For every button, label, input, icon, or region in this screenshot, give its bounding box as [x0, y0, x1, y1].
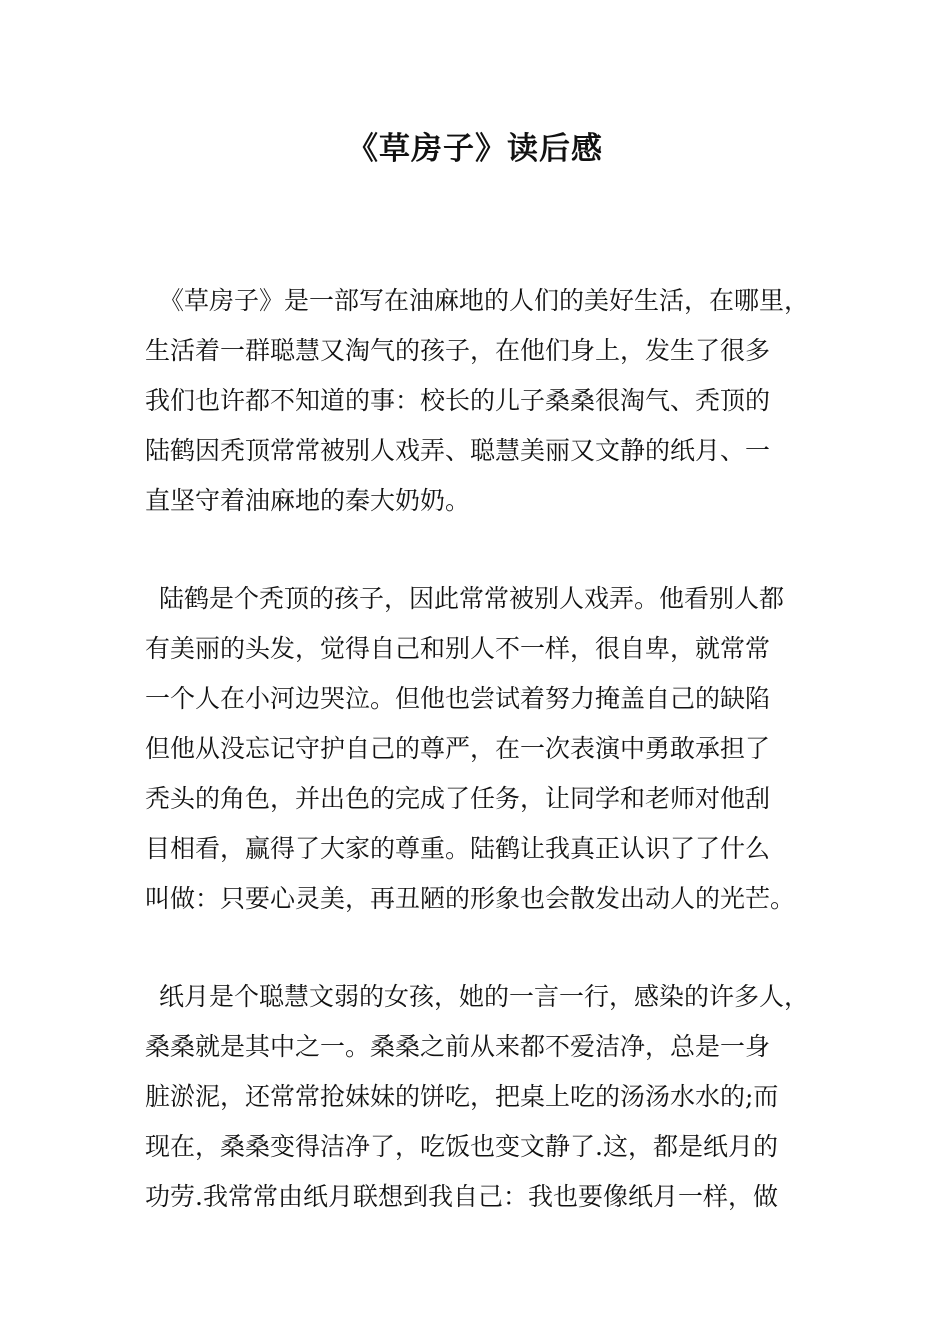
paragraph-line: 一个人在小河边哭泣。但他也尝试着努力掩盖自己的缺陷: [145, 684, 771, 713]
paragraph-line: 陆鹤是个秃顶的孩子，因此常常被别人戏弄。他看别人都: [159, 584, 785, 613]
paragraph-line: 叫做：只要心灵美，再丑陋的形象也会散发出动人的光芒。: [145, 884, 796, 913]
document-title: 《草房子》读后感: [347, 131, 603, 167]
paragraph-line: 《草房子》是一部写在油麻地的人们的美好生活，在哪里，: [159, 286, 810, 315]
paragraph-line: 功劳.我常常由纸月联想到我自己：我也要像纸月一样，做: [145, 1182, 778, 1211]
paragraph-line: 我们也许都不知道的事：校长的儿子桑桑很淘气、秃顶的: [145, 386, 771, 415]
paragraph-3: [145, 972, 835, 1222]
paragraph-line: 有美丽的头发，觉得自己和别人不一样，很自卑，就常常: [145, 634, 771, 663]
paragraph-line: 桑桑就是其中之一。桑桑之前从来都不爱洁净，总是一身: [145, 1032, 771, 1061]
paragraph-line: 脏淤泥，还常常抢妹妹的饼吃，把桌上吃的汤汤水水的;而: [145, 1082, 779, 1111]
paragraph-line: 秃头的角色，并出色的完成了任务，让同学和老师对他刮: [145, 784, 771, 813]
paragraph-line: 纸月是个聪慧文弱的女孩，她的一言一行，感染的许多人，: [159, 982, 810, 1011]
paragraph-line: 但他从没忘记守护自己的尊严，在一次表演中勇敢承担了: [145, 734, 771, 763]
paragraph-line: 目相看，赢得了大家的尊重。陆鹤让我真正认识了了什么: [145, 834, 771, 863]
paragraph-line: 生活着一群聪慧又淘气的孩子，在他们身上，发生了很多: [145, 336, 771, 365]
paragraph-line: 陆鹤因秃顶常常被别人戏弄、聪慧美丽又文静的纸月、一: [145, 436, 771, 465]
paragraph-line: 现在，桑桑变得洁净了，吃饭也变文静了.这，都是纸月的: [145, 1132, 778, 1161]
paragraph-2: [145, 574, 835, 924]
paragraph-line: 直坚守着油麻地的秦大奶奶。: [145, 486, 471, 515]
paragraph-1: [145, 276, 835, 526]
